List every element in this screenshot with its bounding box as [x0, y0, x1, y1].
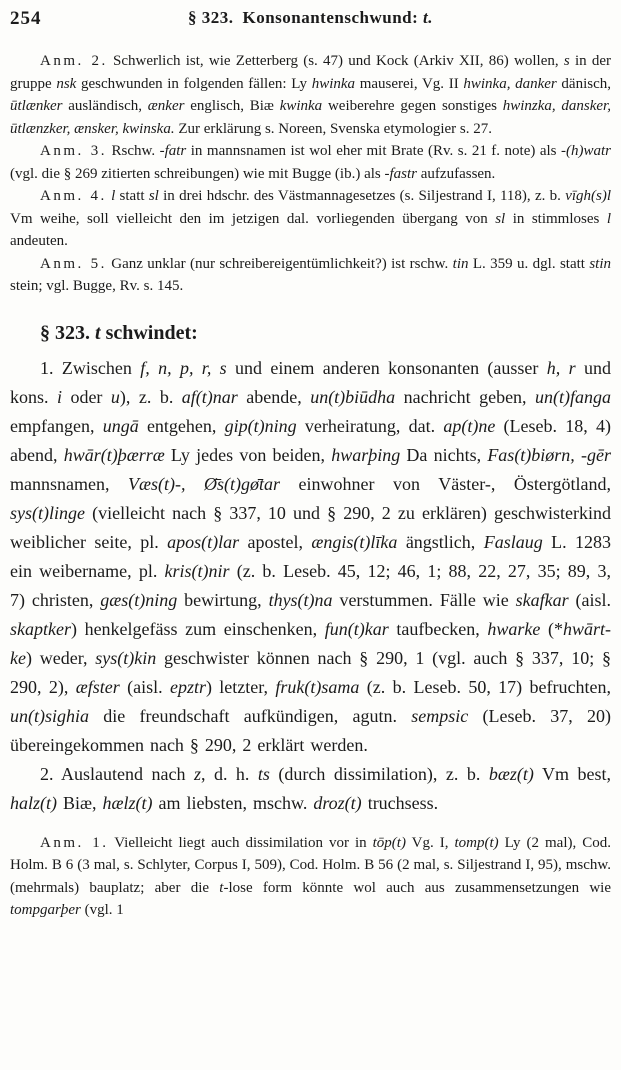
section-heading: § 323. t schwindet: — [40, 321, 198, 344]
page-number: 254 — [10, 8, 42, 29]
body-paragraph-1: 1. Zwischen f, n, p, r, s und einem anderen konsonanten (ausser h, r und kons. i oder u), z. b. af(t)nar abende, un(t)biūdha nachricht geben, un(t)fanga empfangen, ungā entgehen, gip(t)ning verheiratung, dat. ap(t)ne (Leseb. 18, 4) abend, hwār(t)þærræ Ly jedes von beiden, hwarþing Da nichts, Fas(t)biørn, -gēr mannsnamen, Væs(t)-, Ø̄s(t)gø̄tar einwohner von Väster-, Östergötland, sys(t)linge (vielleicht nach § 337, 10 und § 290, 2 zu erklären) geschwisterkind weiblicher seite, pl. apos(t)lar apostel, ængis(t)līka ängstlich, Faslaug L. 1283 ein weibername, pl. kris(t)nir (z. b. Leseb. 45, 12; 46, 1; 88, 22, 27, 35; 89, 3, 7) christen, gæs(t)ning bewirtung, thys(t)na verstummen. Fälle wie skafkar (aisl. skaptker) henkelgefäss zum einschenken, fun(t)kar taufbecken, hwarke (*hwārt-ke) weder, sys(t)kin geschwister können nach § 290, 1 (vgl. auch § 337, 10; § 290, 2), æfster (aisl. epztr) letzter, fruk(t)sama (z. b. Leseb. 50, 17) befruchten, un(t)sighia die freundschaft aufkündigen, agutn. sempsic (Leseb. 37, 20) übereingekommen nach § 290, 2 erklärt werden. — [10, 357, 612, 755]
annotation-4: Anm. 4. l statt sl in drei hdschr. des Västmannagesetzes (s. Siljestrand I, 118), z. b. vīgh(s)l Vm weihe, soll vielleicht den im jetzigen dal. vorliegenden übergang von sl in stimmloses l andeuten. — [10, 188, 612, 249]
body-paragraph-2: 2. Auslautend nach z, d. h. ts (durch dissimilation), z. b. bæz(t) Vm best, halz(t) Biæ, hælz(t) am liebsten, mschw. droz(t) truchsess. — [10, 763, 612, 813]
annotation-2: Anm. 2. Schwerlich ist, wie Zetterberg (s. 47) und Kock (Arkiv XII, 86) wollen, s in der gruppe nsk geschwunden in folgenden fällen: Ly hwinka mauserei, Vg. II hwinka, danker dänisch, ūtlænker ausländisch, ænker englisch, Biæ kwinka weiberehre gegen sonstiges hwinzka, dansker, ūtlænzker, ænsker, kwinska. Zur erklärung s. Noreen, Svenska etymologier s. 27. — [10, 53, 612, 137]
annotation-5: Anm. 5. Ganz unklar (nur schreibereigentümlichkeit?) ist rschw. tin L. 359 u. dgl. statt stin stein; vgl. Bugge, Rv. s. 145. — [10, 255, 612, 294]
running-head: § 323. Konsonantenschwund: t. — [187, 8, 433, 27]
annotation-3: Anm. 3. Rschw. -fatr in mannsnamen ist wol eher mit Brate (Rv. s. 21 f. note) als -(h)watr (vgl. die § 269 zitierten schreibungen) wie mit Bugge (ib.) als -fastr aufzufassen. — [10, 143, 612, 182]
top-annotations — [10, 50, 611, 298]
page-header — [10, 8, 611, 34]
bottom-annotation-1: Anm. 1. Vielleicht liegt auch dissimilation vor in tōp(t) Vg. I, tomp(t) Ly (2 mal), Cod. Holm. B 6 (3 mal, s. Schlyter, Corpus I, 509), Cod. Holm. B 56 (2 mal, s. Siljestrand I, 95), mschw. (mehrmals) bauplatz; aber die t-lose form könnte wol auch aus zusammensetzungen wie tompgarþer (vgl. 1 — [10, 834, 611, 918]
